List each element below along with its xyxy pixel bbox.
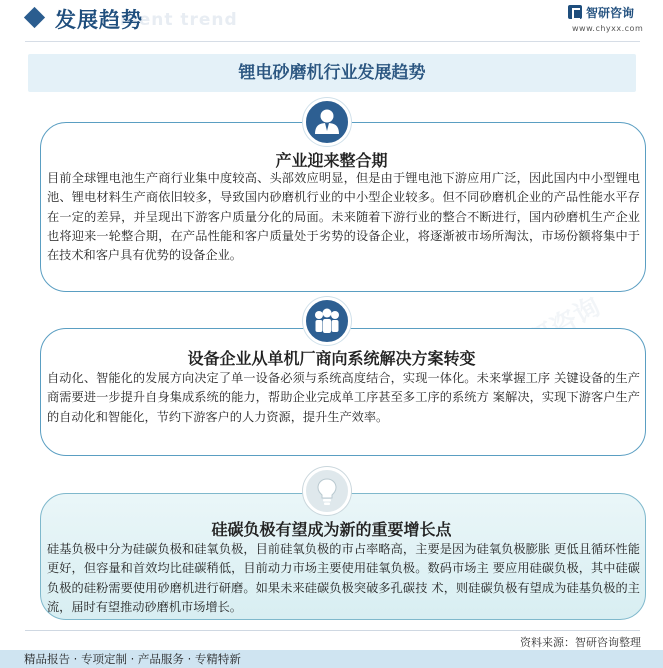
brand-name: 智研咨询 [586, 6, 635, 20]
section-body-3: 硅基负极中分为硅碳负极和硅氧负极，目前硅氧负极的市占率略高，主要是因为硅氧负极膨胀 更低且循环性能更好，但容量和首效均比硅碳稍低，目前动力市场主要使用硅氧负极。数码市场主 要应用硅碳负极，其中硅碳负极的硅粉需要使用砂磨机进行研磨。如果未来硅碳负极突破多孔碳技 术，则硅碳负极有望成为硅基负极的主流，届时有望推动砂磨机市场增长。 [47, 542, 640, 614]
brand-logo-icon [568, 5, 582, 19]
section-title-1: 产业迎来整合期 [275, 151, 388, 170]
section-title-2: 设备企业从单机厂商向系统解决方案转变 [187, 349, 476, 368]
section-title-3: 硅碳负极有望成为新的重要增长点 [211, 520, 452, 539]
brand-url: www.chyxx.com [572, 24, 644, 33]
diamond-icon [24, 7, 45, 28]
footer-services: 精品报告 · 专项定制 · 产品服务 · 专精特新 [24, 652, 241, 666]
footer-divider [25, 630, 640, 631]
header [0, 0, 663, 42]
page-section-title: 发展趋势 [55, 8, 143, 32]
source-note: 资料来源：智研咨询整理 [520, 636, 641, 649]
lightbulb-icon [303, 467, 351, 515]
person-icon [303, 98, 351, 146]
section-body-2: 自动化、智能化的发展方向决定了单一设备必须与系统高度结合，实现一体化。未来掌握工序 关键设备的生产商需要进一步提升自身集成系统的能力，帮助企业完成单工序甚至多工序的系统方 案解决，实现下游客户生产的自动化和智能化，节约下游客户的人力资源，提升生产效率。 [47, 371, 640, 424]
section-body-1: 目前全球锂电池生产商行业集中度较高、头部效应明显，但是由于锂电池下游应用广泛，因此国内中小型锂电池、锂电材料生产商依旧较多，导致国内砂磨机行业的中小型企业较多。但不同砂磨机企业的产品性能水平存在一定的差异，并呈现出下游客户质量分化的局面。未来随着下游行业的整合不断进行，国内砂磨机生产企业也将迎来一轮整合期，在产品性能和客户质量处于劣势的设备企业，将逐渐被市场所淘汰，市场份额将集中于在技术和客户具有优势的设备企业。 [47, 171, 640, 263]
group-icon [303, 297, 351, 345]
page-title-band [28, 54, 636, 92]
header-divider [25, 41, 640, 42]
page-title: 锂电砂磨机行业发展趋势 [238, 63, 426, 83]
footer-bar [0, 650, 663, 668]
header-ghost-text: ment trend [120, 10, 238, 30]
